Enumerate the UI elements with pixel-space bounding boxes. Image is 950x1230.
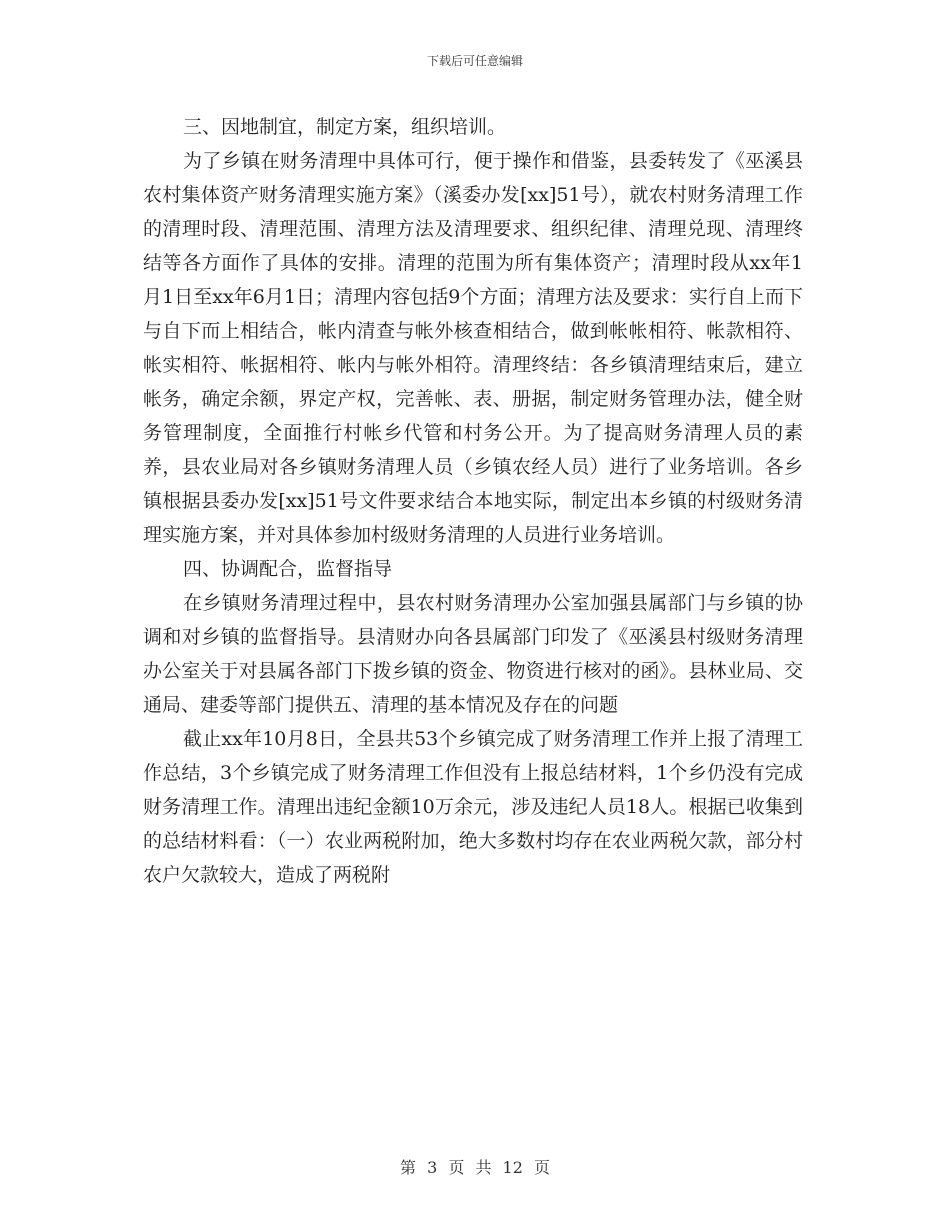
body-paragraph: 截止xx年10月8日，全县共53个乡镇完成了财务清理工作并上报了清理工作总结，3个乡镇完成了财务清理工作但没有上报总结材料，1个乡仍没有完成财务清理工作。清理出违纪金额10万余元，涉及违纪人员18人。根据已收集到的总结材料看：（一）农业两税附加，绝大多数村均存在农业两税欠款，部分村农户欠款较大，造成了两税附 [143, 728, 803, 886]
section-heading-4: 四、协调配合，监督指导 [183, 558, 393, 580]
body-paragraph: 在乡镇财务清理过程中，县农村财务清理办公室加强县属部门与乡镇的协调和对乡镇的监督指导。县清财办向各县属部门印发了《巫溪县村级财务清理办公室关于对县属各部门下拨乡镇的资金、物资进行核对的函》。县林业局、交通局、建委等部门提供五、清理的基本情况及存在的问题 [143, 592, 803, 716]
page-number: 第 3 页 共 12 页 [400, 1158, 550, 1177]
section-heading-3: 三、因地制宜，制定方案，组织培训。 [183, 116, 507, 138]
document-body [143, 110, 803, 892]
body-paragraph: 为了乡镇在财务清理中具体可行，便于操作和借鉴，县委转发了《巫溪县农村集体资产财务清理实施方案》（溪委办发[xx]51号），就农村财务清理工作的清理时段、清理范围、清理方法及清理要求、组织纪律、清理兑现、清理终结等各方面作了具体的安排。清理的范围为所有集体资产；清理时段从xx年1月1日至xx年6月1日；清理内容包括9个方面；清理方法及要求：实行自上而下与自下而上相结合，帐内清查与帐外核查相结合，做到帐帐相符、帐款相符、帐实相符、帐据相符、帐内与帐外相符。清理终结：各乡镇清理结束后，建立帐务，确定余额，界定产权，完善帐、表、册据，制定财务管理办法，健全财务管理制度，全面推行村帐乡代管和村务公开。为了提高财务清理人员的素养，县农业局对各乡镇财务清理人员（乡镇农经人员）进行了业务培训。各乡镇根据县委办发[xx]51号文件要求结合本地实际，制定出本乡镇的村级财务清理实施方案，并对具体参加村级财务清理的人员进行业务培训。 [143, 150, 803, 546]
page-header: 下载后可任意编辑 [426, 54, 523, 68]
